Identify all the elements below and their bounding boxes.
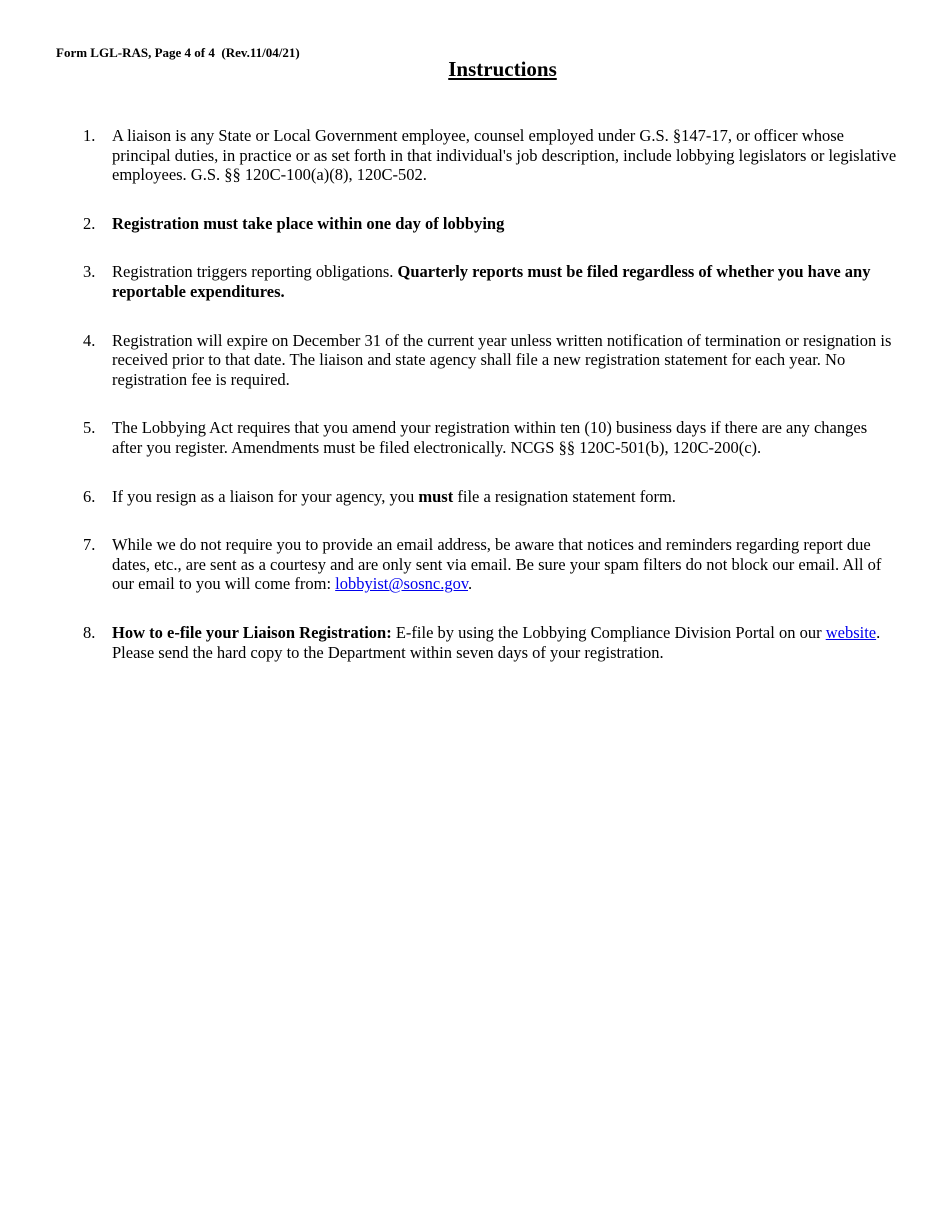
item-number: 6. bbox=[83, 486, 96, 506]
item-text-after: . Please send the hard copy to the Department within seven days of your registration. bbox=[112, 622, 881, 662]
item-number: 1. bbox=[83, 126, 96, 145]
item-text: Registration triggers reporting obligations. bbox=[112, 262, 398, 282]
list-item bbox=[83, 126, 898, 185]
form-id: Form LGL-RAS, Page 4 of 4 (Rev.11/04/21) bbox=[56, 45, 300, 60]
item-text: While we do not require you to provide an email address, be aware that notices and reminders regarding report due dates, etc., are sent as a courtesy and are only sent via email. Be sure your spam filters do not block our email. All of our email to you will come from: bbox=[112, 535, 882, 594]
item-number: 5. bbox=[83, 418, 96, 438]
item-number: 7. bbox=[83, 535, 96, 555]
list-item bbox=[83, 214, 898, 234]
list-item bbox=[83, 623, 898, 662]
item-text: Registration will expire on December 31 of the current year unless written notification of termination or resignation is received prior to that date. The liaison and state agency shall file a new registration statement for each year. No registration fee is required. bbox=[112, 330, 892, 389]
item-number: 3. bbox=[83, 262, 96, 282]
item-text: The Lobbying Act requires that you amend your registration within ten (10) business days if there are any changes after you register. Amendments must be filed electronically. NCGS §§ 120C-501(b), 120C-200(c). bbox=[112, 418, 868, 457]
item-bold-text: must bbox=[418, 486, 454, 506]
item-bold-text: How to e-file your Liaison Registration: bbox=[112, 622, 392, 642]
page-title: Instructions bbox=[448, 57, 557, 81]
website-link[interactable]: website bbox=[825, 622, 877, 642]
list-item bbox=[83, 331, 898, 390]
list-item bbox=[83, 418, 898, 457]
email-link[interactable]: lobbyist@sosnc.gov bbox=[335, 574, 469, 594]
item-text-after: . bbox=[468, 574, 473, 594]
item-text: If you resign as a liaison for your agency, you bbox=[112, 486, 419, 506]
item-number: 8. bbox=[83, 622, 96, 642]
list-item bbox=[83, 487, 898, 507]
list-item bbox=[83, 535, 898, 594]
item-bold-text: Quarterly reports must be filed regardless of whether you have any reportable expenditures. bbox=[112, 262, 871, 301]
item-bold-text: Registration must take place within one day of lobbying bbox=[112, 213, 505, 233]
item-number: 4. bbox=[83, 330, 96, 350]
item-text: A liaison is any State or Local Government employee, counsel employed under G.S. §147-17, or officer whose principal duties, in practice or as set forth in that individual's job description, include lobbying legislators or legislative employees. G.S. §§ 120C-100(a)(8), 120C-502. bbox=[112, 126, 897, 185]
list-item bbox=[83, 262, 898, 301]
item-number: 2. bbox=[83, 213, 96, 233]
instructions-list bbox=[83, 126, 898, 691]
item-text: E-file by using the Lobbying Compliance Division Portal on our bbox=[391, 622, 826, 642]
item-text-after: file a resignation statement form. bbox=[453, 486, 676, 506]
